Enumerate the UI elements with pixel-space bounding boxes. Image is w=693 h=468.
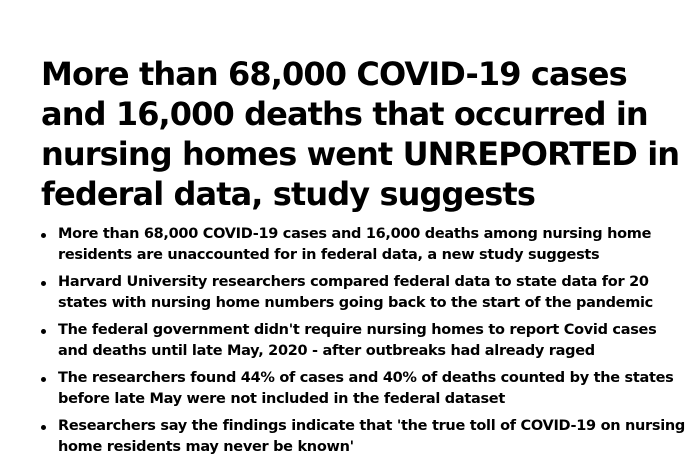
bullet-dot-icon [41, 425, 46, 430]
summary-bullet-text: The federal government didn't require nursing homes to report Covid cases and deaths until late May, 2020 - after outbreaks had already raged [58, 322, 657, 359]
summary-bullet [0, 224, 693, 266]
summary-bullet-list [0, 224, 693, 464]
bullet-dot-icon [41, 281, 46, 286]
summary-bullet [0, 416, 693, 458]
bullet-dot-icon [41, 329, 46, 334]
summary-bullet [0, 320, 693, 362]
summary-bullet-text: Harvard University researchers compared federal data to state data for 20 states with nursing home numbers going back to the start of the pandemic [58, 274, 653, 311]
summary-bullet [0, 272, 693, 314]
summary-bullet-text: More than 68,000 COVID-19 cases and 16,000 deaths among nursing home residents are unaccounted for in federal data, a new study suggests [58, 226, 652, 263]
bullet-dot-icon [41, 377, 46, 382]
summary-bullet [0, 368, 693, 410]
headline: More than 68,000 COVID-19 cases and 16,000 deaths that occurred in nursing homes went UNREPORTED in federal data, study suggests [41, 55, 680, 213]
bullet-dot-icon [41, 233, 46, 238]
summary-bullet-text: The researchers found 44% of cases and 40% of deaths counted by the states before late May were not included in the federal dataset [58, 370, 674, 407]
summary-bullet-text: Researchers say the findings indicate that 'the true toll of COVID-19 on nursing home residents may never be known' [58, 418, 686, 455]
